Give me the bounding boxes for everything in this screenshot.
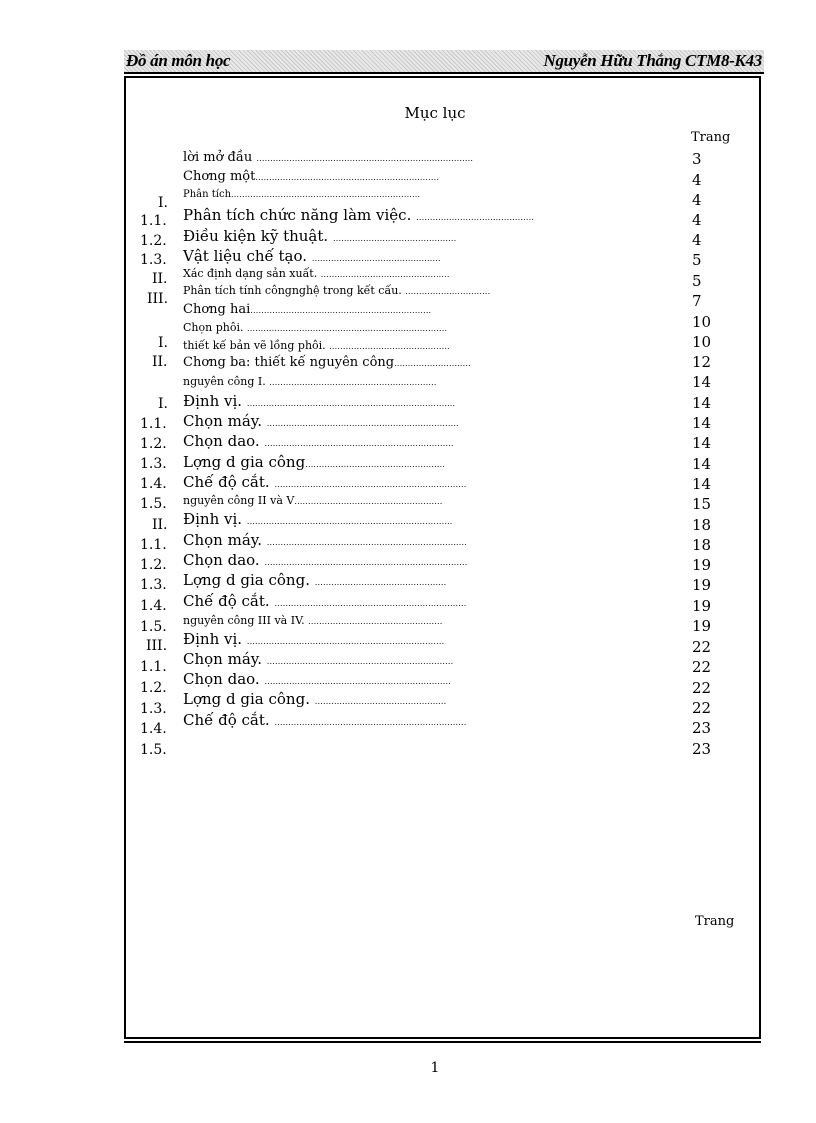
toc-page-number: 4 <box>692 211 702 229</box>
toc-label: 1.2. <box>140 680 167 696</box>
toc-label: II. <box>152 517 168 533</box>
toc-page-number: 10 <box>692 333 712 351</box>
footer-trang-label: Trang <box>695 914 735 929</box>
toc-entry: Chọn máy. .................................................................... <box>183 650 454 668</box>
toc-page-number: 22 <box>692 679 712 697</box>
toc-page-number: 14 <box>692 434 712 452</box>
toc-entry: Chọn máy. ...................................................................... <box>183 412 459 430</box>
toc-label: 1.3. <box>140 252 167 268</box>
toc-entry: Chế độ cắt. ...................................................................... <box>183 711 467 729</box>
toc-page-number: 10 <box>692 313 712 331</box>
toc-label: 1.5. <box>140 496 167 512</box>
toc-page-number: 7 <box>692 292 702 310</box>
toc-page-number: 23 <box>692 719 712 737</box>
toc-page-number: 19 <box>692 556 712 574</box>
toc-label: II. <box>152 271 168 287</box>
running-header <box>124 50 764 74</box>
toc-page-number: 14 <box>692 414 712 432</box>
toc-page-number: 19 <box>692 597 712 615</box>
toc-entry: Phân tích tính côngnghệ trong kết cấu. ............................... <box>183 284 491 297</box>
toc-entry: thiết kế bản vẽ lồng phôi. ............................................ <box>183 339 450 352</box>
toc-label: 1.4. <box>140 598 167 614</box>
toc-page-number: 3 <box>692 150 702 168</box>
toc-entry: Chọn dao. .......................................................................... <box>183 551 468 569</box>
toc-label: 1.2. <box>140 233 167 249</box>
toc-page-number: 4 <box>692 191 702 209</box>
page-column-header: Trang <box>691 130 731 145</box>
toc-label: 1.1. <box>140 659 167 675</box>
toc-entry: Vật liệu chế tạo. ............................................... <box>183 247 441 265</box>
toc-label: 1.3. <box>140 456 167 472</box>
toc-entry: Lợng d gia công. ................................................ <box>183 571 447 589</box>
toc-entry: nguyên công II và V...................................................... <box>183 494 443 507</box>
toc-label: 1.5. <box>140 619 167 635</box>
toc-page-number: 22 <box>692 638 712 656</box>
toc-entry: lời mở đầu ............................................................................... <box>183 150 474 165</box>
toc-entry: Chơng ba: thiết kế nguyên công............................ <box>183 355 471 370</box>
toc-label: 1.4. <box>140 476 167 492</box>
toc-label: I. <box>158 195 168 211</box>
toc-entry: nguyên công I. ............................................................. <box>183 375 437 388</box>
toc-label: 1.1. <box>140 416 167 432</box>
toc-page-number: 5 <box>692 272 702 290</box>
toc-page-number: 19 <box>692 576 712 594</box>
toc-entry: Chơng một................................................................... <box>183 169 440 184</box>
toc-entry: Định vị. ........................................................................... <box>183 510 453 528</box>
toc-entry: Xác định dạng sản xuất. ............................................... <box>183 267 450 280</box>
toc-page-number: 14 <box>692 455 712 473</box>
toc-entry: Chọn dao. ..................................................................... <box>183 432 454 450</box>
toc-entry: Điều kiện kỹ thuật. ............................................. <box>183 227 457 245</box>
toc-label: III. <box>146 638 168 654</box>
toc-label: 1.2. <box>140 557 167 573</box>
toc-label: 1.2. <box>140 436 167 452</box>
toc-page-number: 14 <box>692 394 712 412</box>
toc-title: Mục lục <box>404 104 466 122</box>
toc-entry: Chơng hai.................................................................. <box>183 302 432 317</box>
toc-label: 1.3. <box>140 577 167 593</box>
toc-label: I. <box>158 335 168 351</box>
toc-entry: Lợng d gia công. ................................................ <box>183 690 447 708</box>
toc-page-number: 15 <box>692 495 712 513</box>
toc-entry: Chọn dao. .................................................................... <box>183 670 451 688</box>
toc-page-number: 22 <box>692 658 712 676</box>
toc-page-number: 18 <box>692 536 712 554</box>
toc-entry: Chọn máy. ......................................................................... <box>183 531 468 549</box>
toc-page-number: 22 <box>692 699 712 717</box>
toc-label: II. <box>152 354 168 370</box>
toc-entry: Lợng d gia công................................................... <box>183 453 446 471</box>
toc-label: 1.4. <box>140 721 167 737</box>
header-right-text: Nguyễn Hữu Thắng CTM8-K43 <box>543 51 762 70</box>
toc-label: III. <box>147 291 169 307</box>
toc-label: 1.1. <box>140 213 167 229</box>
toc-page-number: 12 <box>692 353 712 371</box>
toc-label: I. <box>158 396 168 412</box>
page-number: 1 <box>430 1060 440 1076</box>
toc-entry: Chế độ cắt. ...................................................................... <box>183 592 467 610</box>
toc-entry: Phân tích chức năng làm việc. ........................................... <box>183 206 535 224</box>
toc-entry: nguyên công III và IV. ................................................. <box>183 614 443 627</box>
toc-page-number: 4 <box>692 171 702 189</box>
toc-entry: Chọn phôi. ......................................................................... <box>183 321 448 334</box>
toc-entry: Phân tích..................................................................... <box>183 189 421 200</box>
toc-page-number: 14 <box>692 373 712 391</box>
toc-label: 1.5. <box>140 742 167 758</box>
toc-page-number: 19 <box>692 617 712 635</box>
toc-entry: Định vị. ........................................................................ <box>183 630 445 648</box>
toc-entry: Định vị. ............................................................................ <box>183 392 456 410</box>
header-left-text: Đồ án môn học <box>126 51 231 70</box>
toc-label: 1.3. <box>140 701 167 717</box>
toc-page-number: 4 <box>692 231 702 249</box>
toc-page-number: 23 <box>692 740 712 758</box>
toc-entry: Chế độ cắt. ...................................................................... <box>183 473 467 491</box>
toc-label: 1.1. <box>140 537 167 553</box>
toc-page-number: 5 <box>692 251 702 269</box>
toc-page-number: 14 <box>692 475 712 493</box>
toc-page-number: 18 <box>692 516 712 534</box>
